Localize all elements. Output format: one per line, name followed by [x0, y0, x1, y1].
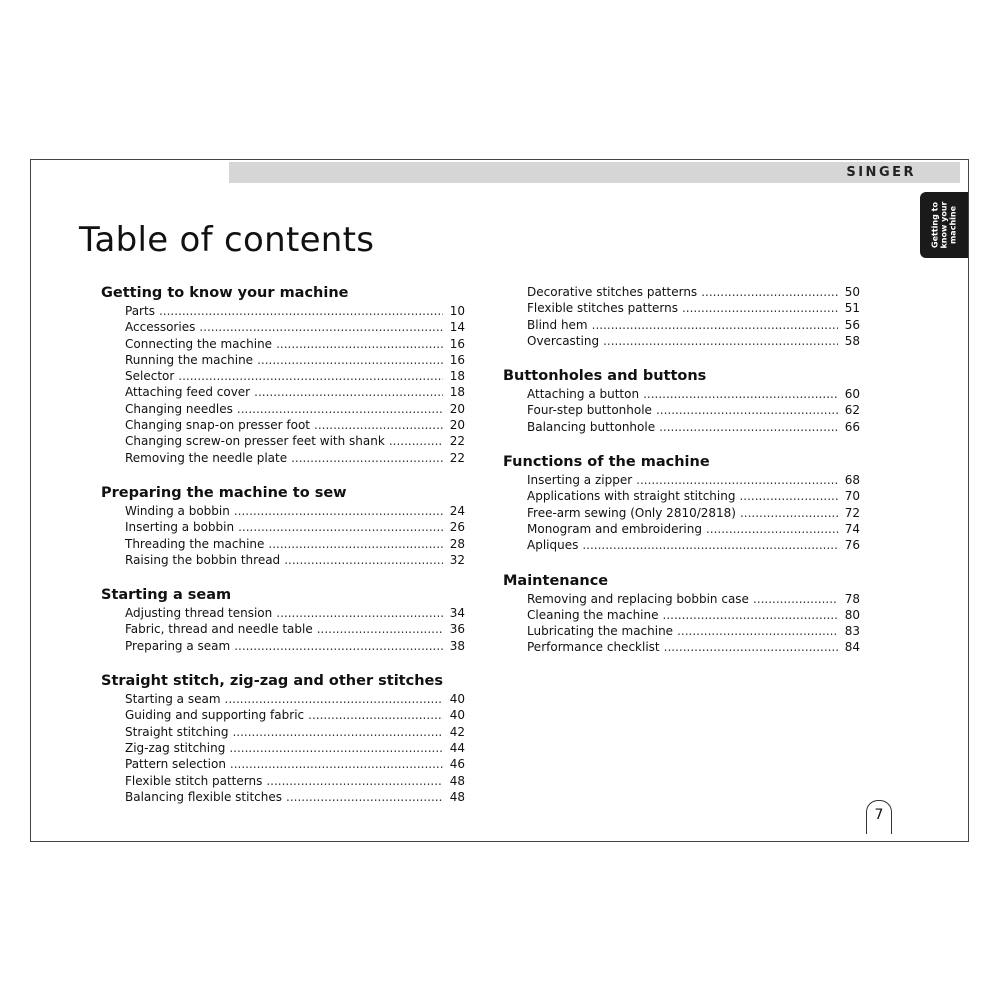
dot-leader	[232, 724, 443, 740]
dot-leader	[706, 521, 838, 537]
toc-entry-page: 16	[449, 336, 465, 351]
toc-entry-page: 80	[844, 607, 860, 622]
dot-leader	[677, 623, 838, 639]
dot-leader	[314, 417, 443, 433]
toc-entry-page: 78	[844, 591, 860, 606]
toc-entry-label: Balancing buttonhole	[527, 419, 656, 434]
dot-leader	[389, 433, 443, 449]
toc-entry-page: 32	[449, 552, 465, 567]
toc-entry-page: 42	[449, 724, 465, 739]
toc-entry-page: 20	[449, 401, 465, 416]
toc-entry-page: 20	[449, 418, 465, 433]
toc-entry-page: 46	[449, 757, 465, 772]
toc-entry[interactable]	[101, 740, 465, 756]
toc-entry[interactable]	[503, 639, 860, 655]
dot-leader	[286, 789, 443, 805]
toc-entry-label: Monogram and embroidering	[527, 521, 702, 536]
toc-entry-label: Zig-zag stitching	[125, 740, 226, 755]
toc-section-title: Functions of the machine	[503, 454, 710, 471]
toc-entry-label: Removing the needle plate	[125, 450, 288, 465]
dot-leader	[159, 303, 443, 319]
toc-entry[interactable]	[101, 773, 465, 789]
toc-entry-page: 56	[844, 317, 860, 332]
dot-leader	[603, 333, 838, 349]
toc-entry-label: Changing screw-on presser feet with shank	[125, 434, 385, 449]
toc-entry-label: Attaching feed cover	[125, 385, 251, 400]
toc-entry-label: Selector	[125, 369, 175, 384]
toc-entry-label: Inserting a zipper	[527, 473, 633, 488]
page-number: 7	[866, 800, 892, 834]
toc-entry[interactable]	[503, 419, 860, 435]
toc-continued-section	[503, 284, 860, 349]
dot-leader	[592, 317, 838, 333]
toc-entry[interactable]	[101, 724, 465, 740]
toc-entry[interactable]	[101, 503, 465, 519]
toc-entry[interactable]	[503, 623, 860, 639]
toc-entry-page: 28	[449, 536, 465, 551]
toc-entry[interactable]	[503, 521, 860, 537]
dot-leader	[237, 401, 443, 417]
toc-entry-page: 51	[844, 301, 860, 316]
toc-entry-page: 40	[449, 708, 465, 723]
toc-entry-page: 18	[449, 369, 465, 384]
chapter-tab-label: Getting to know your machine	[930, 201, 958, 249]
dot-leader	[229, 740, 443, 756]
toc-entry[interactable]	[101, 707, 465, 723]
toc-entry[interactable]	[101, 352, 465, 368]
toc-entry-label: Parts	[125, 304, 155, 318]
toc-entry-page: 44	[449, 740, 465, 755]
toc-entry[interactable]	[503, 386, 860, 402]
toc-entry-page: 24	[449, 503, 465, 518]
dot-leader	[225, 691, 443, 707]
toc-entry[interactable]	[503, 488, 860, 504]
toc-section-title: Buttonholes and buttons	[503, 368, 707, 385]
toc-entry[interactable]	[101, 519, 465, 535]
toc-entry-page: 40	[449, 692, 465, 707]
toc-entry[interactable]	[503, 591, 860, 607]
dot-leader	[276, 605, 443, 621]
toc-entry-page: 34	[449, 606, 465, 621]
toc-entry-page: 60	[844, 387, 860, 402]
dot-leader	[739, 488, 838, 504]
dot-leader	[268, 536, 443, 552]
dot-leader	[276, 336, 443, 352]
toc-entry-label: Adjusting thread tension	[125, 606, 273, 621]
dot-leader	[308, 707, 443, 723]
toc-entry-label: Removing and replacing bobbin case	[527, 591, 749, 606]
dot-leader	[656, 402, 838, 418]
toc-entry-page: 70	[844, 489, 860, 504]
dot-leader	[682, 300, 838, 316]
toc-entry-page: 66	[844, 419, 860, 434]
toc-entry[interactable]	[101, 384, 465, 400]
toc-section	[101, 586, 465, 654]
toc-entry[interactable]	[101, 536, 465, 552]
dot-leader	[257, 352, 443, 368]
dot-leader	[582, 537, 838, 553]
toc-entry[interactable]	[101, 336, 465, 352]
toc-entry[interactable]	[503, 284, 860, 300]
toc-section	[503, 453, 860, 553]
toc-entry-label: Decorative stitches patterns	[527, 285, 698, 299]
toc-entry-label: Attaching a button	[527, 387, 640, 402]
toc-entry-page: 72	[844, 505, 860, 520]
dot-leader	[238, 519, 443, 535]
toc-section-title: Maintenance	[503, 572, 609, 589]
dot-leader	[284, 552, 443, 568]
dot-leader	[664, 639, 838, 655]
toc-entry-label: Blind hem	[527, 317, 588, 332]
dot-leader	[701, 284, 838, 300]
toc-section	[101, 284, 465, 466]
toc-entry-label: Performance checklist	[527, 640, 660, 655]
toc-entry[interactable]	[503, 300, 860, 316]
toc-entry[interactable]	[503, 505, 860, 521]
toc-entry-page: 84	[844, 640, 860, 655]
toc-entry-page: 48	[449, 773, 465, 788]
toc-entry-label: Changing snap-on presser foot	[125, 418, 310, 433]
toc-entry-page: 38	[449, 638, 465, 653]
dot-leader	[643, 386, 838, 402]
toc-section	[503, 367, 860, 435]
toc-entry[interactable]	[101, 319, 465, 335]
toc-entry-label: Accessories	[125, 320, 196, 335]
toc-entry-page: 68	[844, 473, 860, 488]
dot-leader	[266, 773, 443, 789]
toc-entry-label: Connecting the machine	[125, 336, 273, 351]
dot-leader	[234, 638, 443, 654]
dot-leader	[753, 591, 838, 607]
toc-entry[interactable]	[503, 317, 860, 333]
dot-leader	[234, 503, 443, 519]
dot-leader	[740, 505, 838, 521]
manual-page	[30, 159, 969, 842]
toc-section	[101, 484, 465, 568]
toc-entry-label: Free-arm sewing (Only 2810/2818)	[527, 505, 736, 520]
toc-entry-label: Changing needles	[125, 401, 233, 416]
toc-entry-page: 74	[844, 521, 860, 536]
toc-entry[interactable]	[101, 789, 465, 805]
toc-entry-page: 26	[449, 520, 465, 535]
toc-entry-label: Raising the bobbin thread	[125, 552, 281, 567]
toc-entry-label: Inserting a bobbin	[125, 520, 235, 535]
toc-right-column	[503, 284, 860, 674]
toc-entry[interactable]	[503, 402, 860, 418]
dot-leader	[636, 472, 838, 488]
dot-leader	[254, 384, 443, 400]
toc-section	[101, 672, 465, 805]
toc-entry-label: Straight stitching	[125, 724, 229, 739]
toc-entry[interactable]	[101, 691, 465, 707]
toc-entry-label: Fabric, thread and needle table	[125, 622, 313, 637]
toc-entry-label: Flexible stitches patterns	[527, 301, 678, 316]
toc-entry-page: 18	[449, 385, 465, 400]
toc-entry-label: Lubricating the machine	[527, 624, 674, 639]
toc-left-column	[101, 284, 465, 823]
toc-entry[interactable]	[101, 552, 465, 568]
toc-entry-page: 14	[449, 320, 465, 335]
toc-entry-page: 48	[449, 789, 465, 804]
toc-section	[503, 572, 860, 656]
toc-entry[interactable]	[101, 401, 465, 417]
dot-leader	[199, 319, 443, 335]
toc-entry-page: 22	[449, 434, 465, 449]
toc-entry-label: Overcasting	[527, 333, 600, 348]
toc-entry-label: Four-step buttonhole	[527, 403, 652, 418]
toc-entry-page: 10	[449, 304, 465, 318]
toc-section-title: Starting a seam	[101, 587, 232, 604]
toc-entry[interactable]	[101, 433, 465, 449]
toc-entry-label: Winding a bobbin	[125, 503, 230, 518]
brand-logo: SINGER	[846, 165, 916, 180]
toc-entry[interactable]	[101, 605, 465, 621]
toc-entry-label: Guiding and supporting fabric	[125, 708, 305, 723]
toc-entry-page: 16	[449, 352, 465, 367]
toc-section-title: Straight stitch, zig-zag and other stitches	[101, 673, 443, 690]
toc-entry[interactable]	[101, 368, 465, 384]
toc-entry-page: 58	[844, 333, 860, 348]
toc-entry[interactable]	[101, 450, 465, 466]
dot-leader	[663, 607, 838, 623]
toc-section-title: Getting to know your machine	[101, 285, 349, 301]
page-title: Table of contents	[79, 220, 375, 260]
toc-entry-label: Starting a seam	[125, 692, 221, 707]
toc-entry[interactable]	[101, 417, 465, 433]
toc-entry[interactable]	[503, 607, 860, 623]
toc-entry[interactable]	[101, 303, 465, 319]
toc-entry-page: 83	[844, 624, 860, 639]
dot-leader	[659, 419, 838, 435]
dot-leader	[178, 368, 443, 384]
toc-entry-label: Cleaning the machine	[527, 607, 659, 622]
chapter-tab	[920, 192, 968, 258]
toc-entry-label: Threading the machine	[125, 536, 265, 551]
toc-entry-label: Running the machine	[125, 352, 254, 367]
toc-entry-label: Flexible stitch patterns	[125, 773, 263, 788]
toc-entry[interactable]	[101, 756, 465, 772]
toc-entry-label: Pattern selection	[125, 757, 226, 772]
toc-entry-label: Balancing flexible stitches	[125, 789, 282, 804]
toc-entry-page: 76	[844, 538, 860, 553]
toc-entry[interactable]	[503, 472, 860, 488]
toc-entry[interactable]	[503, 333, 860, 349]
dot-leader	[291, 450, 443, 466]
header-bar	[229, 162, 960, 183]
toc-entry-page: 50	[844, 285, 860, 299]
toc-entry-label: Applications with straight stitching	[527, 489, 736, 504]
toc-entry-label: Preparing a seam	[125, 638, 231, 653]
toc-entry-label: Apliques	[527, 538, 579, 553]
toc-entry[interactable]	[101, 638, 465, 654]
toc-entry[interactable]	[101, 621, 465, 637]
toc-entry-page: 22	[449, 450, 465, 465]
dot-leader	[317, 621, 443, 637]
toc-entry[interactable]	[503, 537, 860, 553]
toc-entry-page: 36	[449, 622, 465, 637]
toc-section-title: Preparing the machine to sew	[101, 484, 347, 501]
toc-entry-page: 62	[844, 403, 860, 418]
dot-leader	[230, 756, 443, 772]
